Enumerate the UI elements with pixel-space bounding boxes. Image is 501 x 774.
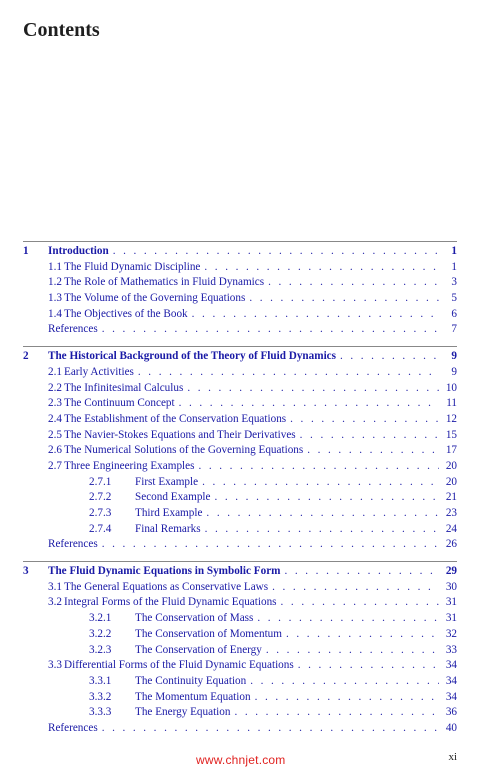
toc-subsection[interactable] <box>23 475 457 491</box>
toc-entry-number: 1.4 <box>48 307 62 320</box>
toc-entry-page[interactable]: 40 <box>445 721 457 734</box>
toc-entry-title[interactable]: References <box>48 721 98 734</box>
toc-subsection[interactable] <box>23 643 457 659</box>
toc-entry-number: 3.3.2 <box>89 690 112 703</box>
toc-section[interactable] <box>23 459 457 475</box>
toc-section[interactable] <box>23 396 457 412</box>
toc-entry-page[interactable]: 32 <box>445 627 457 640</box>
toc-entry-page[interactable]: 3 <box>451 276 457 289</box>
toc-references[interactable] <box>23 721 457 737</box>
toc-entry-page[interactable]: 20 <box>445 475 457 488</box>
dot-leader <box>255 690 439 706</box>
toc-entry-title[interactable]: References <box>48 323 98 336</box>
toc-entry-title[interactable]: References <box>48 538 98 551</box>
dot-leader <box>266 643 439 659</box>
toc-entry-page[interactable]: 34 <box>445 690 457 703</box>
toc-entry-page[interactable]: 30 <box>445 580 457 593</box>
toc-entry-title[interactable]: The Fluid Dynamic Discipline <box>64 260 201 273</box>
toc-entry-page[interactable]: 10 <box>445 381 457 394</box>
toc-entry-number: 3.2.1 <box>89 612 112 625</box>
toc-entry-title[interactable]: The Conservation of Momentum <box>135 627 282 640</box>
toc-entry-number: 3.3 <box>48 659 62 672</box>
watermark: www.chnjet.com <box>196 753 286 767</box>
dot-leader <box>286 627 439 643</box>
toc-entry-title[interactable]: The Infinitesimal Calculus <box>64 381 184 394</box>
dot-leader <box>138 365 439 381</box>
dot-leader <box>307 443 439 459</box>
toc-entry-number: 2.6 <box>48 444 62 457</box>
toc-entry-number: 2.2 <box>48 381 62 394</box>
toc-entry-page[interactable]: 21 <box>445 491 457 504</box>
toc-references[interactable] <box>23 322 457 338</box>
dot-leader <box>249 291 439 307</box>
toc-entry-title[interactable]: Differential Forms of the Fluid Dynamic Equations <box>64 659 294 672</box>
toc-entry-number: 2.7.3 <box>89 507 112 519</box>
chapter-gap <box>23 553 457 561</box>
toc-entry-number: 2.7.2 <box>89 491 112 504</box>
toc-entry-number: 3.2.3 <box>89 643 112 656</box>
toc-entry-number: 2.7 <box>48 459 62 472</box>
toc-entry-number: 1.2 <box>48 276 62 289</box>
toc-entry-title[interactable]: The Navier-Stokes Equations and Their Derivatives <box>64 428 296 441</box>
toc-entry-title[interactable]: The Volume of the Governing Equations <box>64 292 246 305</box>
dot-leader <box>268 275 439 291</box>
toc-section[interactable] <box>23 580 457 596</box>
dot-leader <box>187 381 439 397</box>
dot-leader <box>290 412 439 428</box>
toc-entry-page[interactable]: 11 <box>446 397 457 410</box>
dot-leader <box>102 721 439 737</box>
dot-leader <box>198 459 439 475</box>
dot-leader <box>340 349 439 365</box>
toc-chapter-heading[interactable] <box>23 244 457 260</box>
page-number: xi <box>448 751 457 763</box>
toc-entry-number: 1.1 <box>48 260 62 273</box>
toc-section[interactable] <box>23 595 457 611</box>
toc-subsection[interactable] <box>23 705 457 721</box>
dot-leader <box>205 522 439 538</box>
dot-leader <box>215 490 440 506</box>
toc-entry-page[interactable]: 1 <box>451 260 457 273</box>
table-of-contents <box>23 241 457 737</box>
toc-entry-page[interactable]: 34 <box>445 659 457 672</box>
toc-chapter <box>23 561 457 737</box>
dot-leader <box>234 705 439 721</box>
dot-leader <box>202 475 439 491</box>
toc-chapter-heading[interactable] <box>23 349 457 365</box>
toc-section[interactable] <box>23 443 457 459</box>
toc-entry-title[interactable]: Three Engineering Examples <box>64 459 195 472</box>
toc-entry-title[interactable]: The Energy Equation <box>135 706 231 719</box>
dot-leader <box>272 580 439 596</box>
toc-chapter <box>23 241 457 338</box>
toc-entry-title[interactable]: The Role of Mathematics in Fluid Dynamics <box>64 276 265 289</box>
toc-subsection[interactable] <box>23 611 457 627</box>
toc-entry-page[interactable]: 20 <box>445 459 457 472</box>
toc-entry-page[interactable]: 29 <box>445 565 457 578</box>
dot-leader <box>102 322 439 338</box>
dot-leader <box>179 396 439 412</box>
toc-entry-page[interactable]: 9 <box>451 365 457 378</box>
toc-entry-title[interactable]: The Establishment of the Conservation Equations <box>64 412 287 425</box>
toc-entry-title[interactable]: The Fluid Dynamic Equations in Symbolic Form <box>48 565 281 578</box>
toc-entry-page[interactable]: 34 <box>445 674 457 687</box>
dot-leader <box>206 506 439 522</box>
toc-entry-number: 1.3 <box>48 292 62 305</box>
toc-entry-title[interactable]: The Conservation of Energy <box>135 643 262 656</box>
toc-section[interactable] <box>23 381 457 397</box>
dot-leader <box>250 674 439 690</box>
toc-references[interactable] <box>23 537 457 553</box>
toc-entry-number: 3.2 <box>48 596 62 609</box>
dot-leader <box>192 307 439 323</box>
toc-entry-number: 3.2.2 <box>89 627 112 640</box>
toc-subsection[interactable] <box>23 522 457 538</box>
toc-entry-page[interactable]: 17 <box>445 444 457 457</box>
toc-entry-title[interactable]: Introduction <box>48 245 109 257</box>
toc-entry-title[interactable]: Third Example <box>135 507 203 519</box>
toc-entry-number: 2.5 <box>48 428 62 441</box>
toc-entry-title[interactable]: The Historical Background of the Theory of Fluid Dynamics <box>48 350 336 363</box>
dot-leader <box>285 564 440 580</box>
dot-leader <box>281 595 439 611</box>
toc-entry-title[interactable]: The Continuum Concept <box>64 397 175 410</box>
toc-entry-title[interactable]: The Objectives of the Book <box>64 307 188 320</box>
toc-entry-title[interactable]: Integral Forms of the Fluid Dynamic Equations <box>64 596 277 609</box>
toc-entry-title[interactable]: The General Equations as Conservative Laws <box>64 580 269 593</box>
toc-entry-number: 2.1 <box>48 365 62 378</box>
toc-entry-page[interactable]: 1 <box>451 245 457 257</box>
toc-entry-number: 2 <box>23 350 29 363</box>
toc-section[interactable] <box>23 365 457 381</box>
toc-entry-title[interactable]: The Conservation of Mass <box>135 612 254 625</box>
toc-entry-page[interactable]: 33 <box>445 643 457 656</box>
toc-entry-page[interactable]: 26 <box>445 538 457 551</box>
toc-chapter <box>23 346 457 553</box>
toc-entry-page[interactable]: 5 <box>451 292 457 305</box>
toc-entry-number: 1 <box>23 245 29 257</box>
toc-entry-title[interactable]: Final Remarks <box>135 522 201 535</box>
toc-entry-number: 2.7.1 <box>89 475 112 488</box>
toc-entry-number: 3.3.3 <box>89 706 112 719</box>
toc-entry-title[interactable]: First Example <box>135 475 199 488</box>
toc-section[interactable] <box>23 307 457 323</box>
page-title: Contents <box>23 19 100 41</box>
toc-section[interactable] <box>23 275 457 291</box>
toc-section[interactable] <box>23 260 457 276</box>
toc-entry-page[interactable]: 15 <box>445 428 457 441</box>
toc-entry-page[interactable]: 36 <box>445 706 457 719</box>
toc-section[interactable] <box>23 658 457 674</box>
toc-entry-title[interactable]: The Numerical Solutions of the Governing Equations <box>64 444 304 457</box>
toc-entry-page[interactable]: 12 <box>445 412 457 425</box>
toc-entry-title[interactable]: Early Activities <box>64 365 134 378</box>
toc-chapter-heading[interactable] <box>23 564 457 580</box>
toc-entry-number: 2.7.4 <box>89 522 112 535</box>
toc-entry-number: 2.4 <box>48 412 62 425</box>
toc-entry-page[interactable]: 24 <box>445 522 457 535</box>
dot-leader <box>300 428 439 444</box>
toc-entry-number: 3.1 <box>48 580 62 593</box>
dot-leader <box>298 658 439 674</box>
toc-entry-number: 3 <box>23 565 29 578</box>
dot-leader <box>113 244 439 260</box>
toc-entry-number: 3.3.1 <box>89 674 112 687</box>
chapter-gap <box>23 338 457 346</box>
toc-entry-title[interactable]: Second Example <box>135 491 211 504</box>
dot-leader <box>102 537 439 553</box>
toc-subsection[interactable] <box>23 674 457 690</box>
toc-subsection[interactable] <box>23 690 457 706</box>
toc-section[interactable] <box>23 291 457 307</box>
toc-entry-title[interactable]: The Continuity Equation <box>135 674 247 687</box>
toc-entry-title[interactable]: The Momentum Equation <box>135 690 251 703</box>
toc-subsection[interactable] <box>23 627 457 643</box>
toc-entry-page[interactable]: 6 <box>451 307 457 320</box>
toc-entry-page[interactable]: 31 <box>445 596 457 609</box>
toc-entry-page[interactable]: 23 <box>445 507 457 519</box>
toc-entry-page[interactable]: 7 <box>451 323 457 336</box>
dot-leader <box>257 611 439 627</box>
toc-entry-page[interactable]: 9 <box>451 350 457 363</box>
toc-entry-page[interactable]: 31 <box>445 612 457 625</box>
toc-subsection[interactable] <box>23 490 457 506</box>
dot-leader <box>204 260 439 276</box>
toc-section[interactable] <box>23 412 457 428</box>
toc-entry-number: 2.3 <box>48 397 62 410</box>
toc-section[interactable] <box>23 428 457 444</box>
toc-subsection[interactable] <box>23 506 457 522</box>
